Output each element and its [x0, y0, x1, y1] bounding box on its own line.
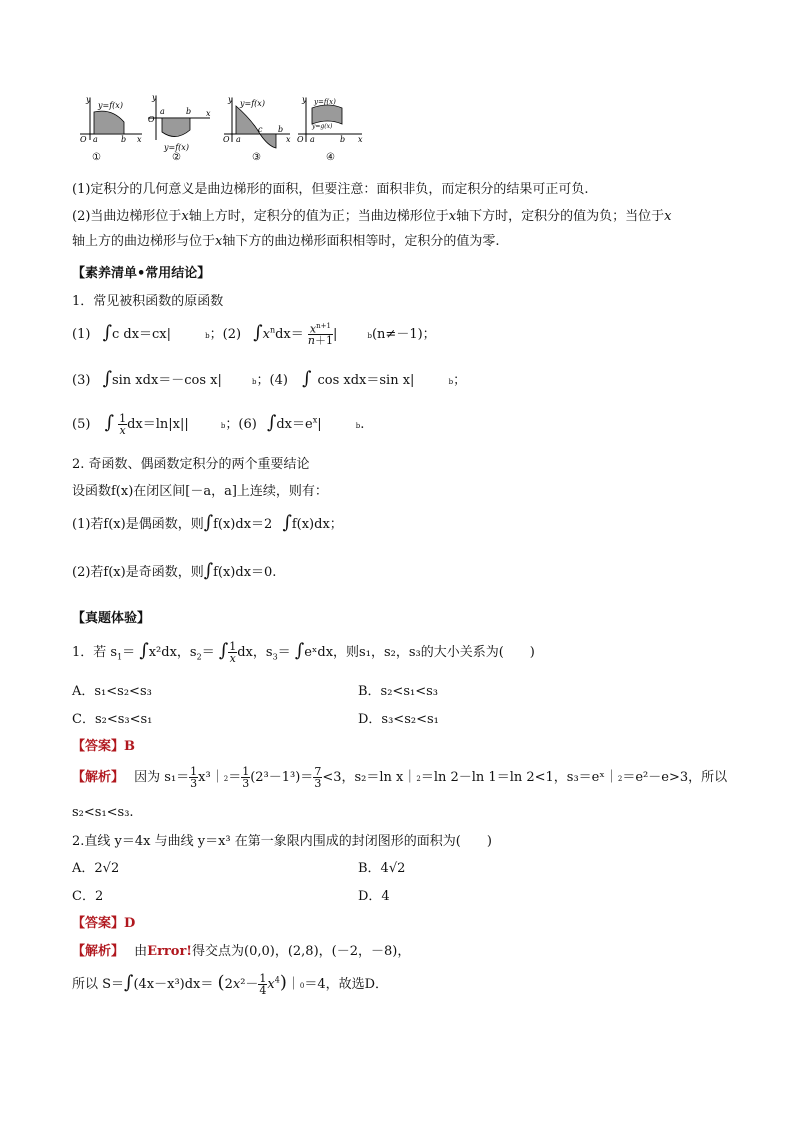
svg-text:y: y — [86, 95, 91, 104]
question-2-stem: 2.直线 y＝4x 与曲线 y＝x³ 在第一象限内围成的封闭图形的面积为( ) — [72, 834, 492, 849]
q2-option-d[interactable]: D．4 — [358, 889, 390, 904]
section-heading-conclusions: 【素养清单•常用结论】 — [72, 266, 211, 281]
item-1-heading: 1．常见被积函数的原函数 — [72, 294, 224, 309]
q1-option-c[interactable]: C．s₂<s₃<s₁ — [72, 712, 153, 727]
formula-row-3: (5) ∫ $\frac{1}{x}$ dx＝ln|x|| b；(6) $\int dx=e^x|$ b. — [72, 412, 365, 437]
section-heading-exam: 【真题体验】 — [72, 611, 151, 626]
svg-text:a: a — [160, 107, 165, 116]
graph-1 — [80, 95, 142, 163]
svg-text:a: a — [236, 135, 241, 144]
svg-text:b: b — [121, 135, 127, 144]
note-1: (1)定积分的几何意义是曲边梯形的面积，但要注意：面积非负，而定积分的结果可正可负. — [72, 182, 589, 197]
svg-text:y=f(x): y=f(x) — [164, 143, 189, 152]
q1-option-b[interactable]: B．s₂<s₁<s₃ — [358, 684, 438, 699]
svg-text:y=f(x): y=f(x) — [98, 101, 123, 110]
formula-row-2: (3) ∫sin xdx＝－cos x| b；(4) ∫ cos xdx＝sin x| b； — [72, 368, 467, 389]
svg-text:x: x — [286, 135, 291, 144]
svg-text:a: a — [310, 135, 315, 144]
svg-text:b: b — [340, 135, 346, 144]
q1-option-d[interactable]: D．s₃<s₂<s₁ — [358, 712, 439, 727]
item-2-description: 设函数f(x)在闭区间[－a，a]上连续，则有： — [72, 484, 328, 499]
svg-text:b: b — [186, 107, 192, 116]
svg-text:y=g(x): y=g(x) — [312, 123, 333, 130]
svg-text:c: c — [258, 125, 263, 134]
q2-explanation: 【解析】 由Error!得交点为(0,0)，(2,8)，(－2，－8)， — [72, 944, 411, 959]
q1-explanation: 【解析】 因为 s₁＝ $\frac{1}{3}$ x³｜2＝ $\frac{1}{3}$ (2³－1³)＝ $\frac{7}{3}$ <3，s₂＝ln x｜2＝ln 2－ln 1＝ln 2<1，s₃＝eˣ｜2＝e²－e>3，所以 — [72, 765, 728, 790]
graph-3 — [223, 95, 291, 163]
svg-text:②: ② — [172, 152, 181, 163]
svg-text:y=f(x): y=f(x) — [240, 99, 265, 108]
integral-area-graphs — [72, 94, 372, 164]
note-3: 轴上方的曲边梯形与位于x轴下方的曲边梯形面积相等时，定积分的值为零. — [72, 234, 500, 249]
item-2-heading: 2. 奇函数、偶函数定积分的两个重要结论 — [72, 457, 310, 472]
question-1-stem: 1．若 $s_1= \int x^2dx$，$s_2=$ ∫ $\frac{1}{x}$ dx，$s_3=$ ∫eˣdx，则s₁，s₂，s₃的大小关系为( ) — [72, 640, 535, 665]
svg-text:O: O — [80, 135, 87, 144]
svg-text:O: O — [223, 135, 230, 144]
svg-text:O: O — [148, 115, 155, 124]
q2-explanation-line-2: 所以 S＝∫(4x－x³)dx＝ (2x²－ $\frac{1}{4}$ $x^4)|0=4$，故选D． — [72, 972, 389, 997]
q1-answer: 【答案】B — [72, 739, 135, 754]
note-2: (2)当曲边梯形位于x轴上方时，定积分的值为正；当曲边梯形位于x轴下方时，定积分的值为负；当位于x — [72, 209, 672, 224]
svg-text:y: y — [152, 94, 157, 102]
odd-function-rule: (2)若f(x)是奇函数，则∫f(x)dx＝0. — [72, 560, 277, 581]
svg-text:b: b — [278, 125, 284, 134]
svg-text:x: x — [358, 135, 363, 144]
svg-text:y=f(x): y=f(x) — [314, 98, 336, 106]
q2-answer: 【答案】D — [72, 916, 136, 931]
graph-4 — [297, 95, 363, 163]
svg-text:x: x — [206, 109, 211, 118]
q2-option-c[interactable]: C．2 — [72, 889, 104, 904]
q1-explanation-end: s₂<s₁<s₃. — [72, 805, 134, 820]
q2-option-a[interactable]: A．2√2 — [72, 861, 120, 876]
svg-text:y: y — [302, 95, 307, 104]
svg-text:y: y — [228, 95, 233, 104]
even-function-rule: (1)若f(x)是偶函数，则∫f(x)dx＝2 ∫f(x)dx； — [72, 512, 343, 533]
svg-text:③: ③ — [252, 152, 261, 163]
svg-text:O: O — [297, 135, 304, 144]
svg-text:x: x — [137, 135, 142, 144]
formula-row-1: (1) ∫c dx＝cx| b；(2) $\int x^ndx=$ $\frac{x^{n+1}}{n+1}$ | b(n≠－1)； — [72, 321, 436, 348]
svg-text:①: ① — [92, 152, 101, 163]
q2-option-b[interactable]: B．4√2 — [358, 861, 406, 876]
q1-option-a[interactable]: A．s₁<s₂<s₃ — [72, 684, 152, 699]
svg-text:a: a — [93, 135, 98, 144]
graph-2 — [148, 94, 211, 163]
svg-text:④: ④ — [326, 152, 335, 163]
